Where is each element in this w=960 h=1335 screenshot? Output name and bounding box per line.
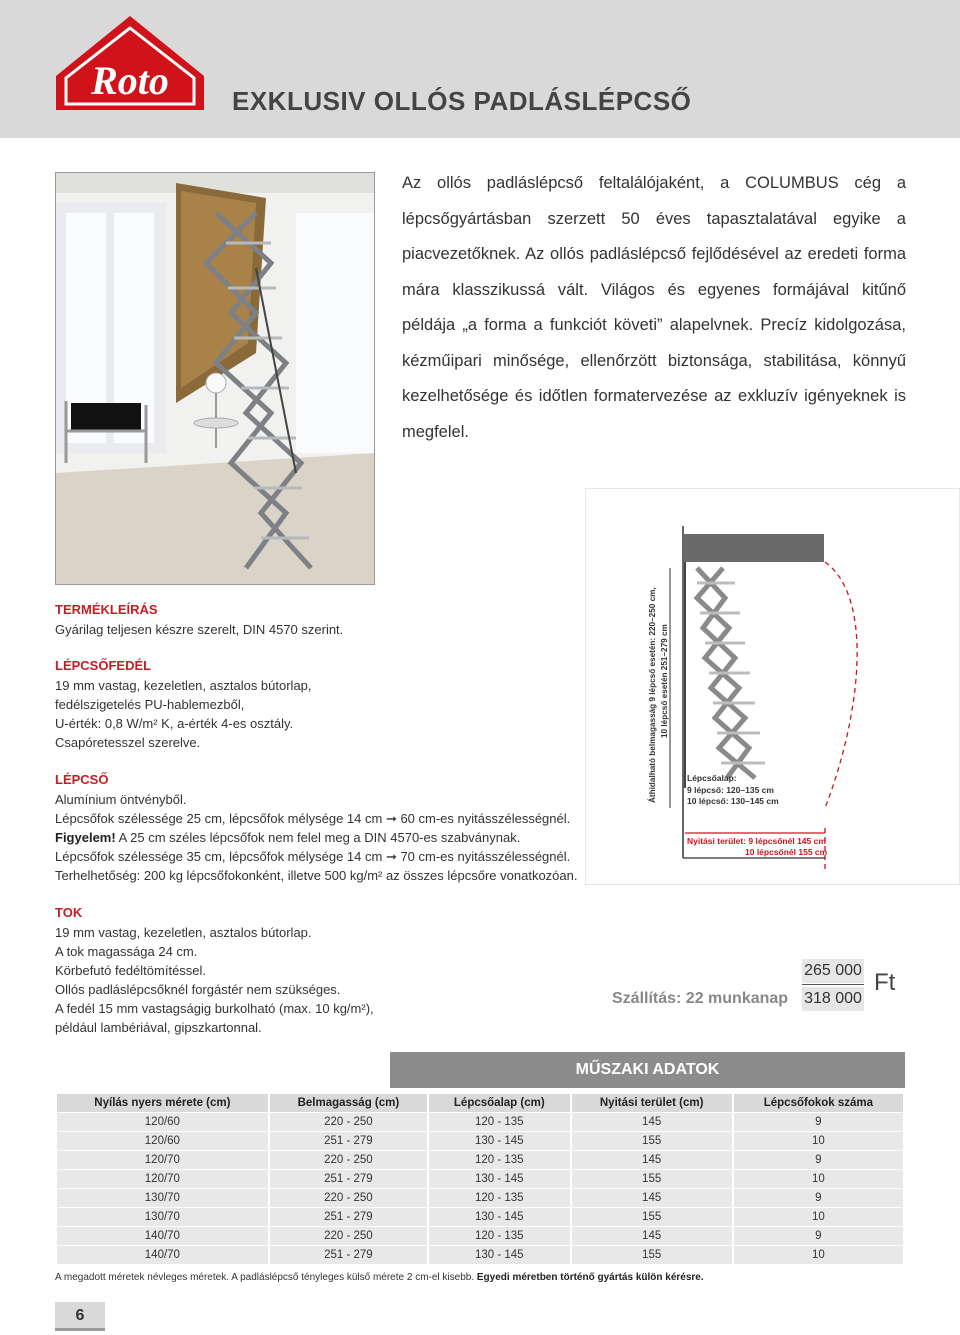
table-cell: 10 — [734, 1246, 903, 1264]
table-cell: 145 — [572, 1151, 732, 1169]
section-line: U-érték: 0,8 W/m² K, a-érték 4-es osztály. — [55, 716, 294, 731]
price-2: 318 000 — [802, 987, 864, 1011]
section-line: például lambériával, gipszkartonnal. — [55, 1020, 262, 1035]
product-photo — [55, 172, 375, 585]
section-title: TOK — [55, 905, 83, 920]
price-divider — [802, 984, 864, 985]
column-header: Lépcsőfokok száma — [734, 1094, 903, 1112]
logo-text: Roto — [91, 58, 169, 103]
section-title: LÉPCSŐ — [55, 772, 109, 787]
table-cell: 120/70 — [57, 1151, 268, 1169]
table-cell: 155 — [572, 1170, 732, 1188]
table-cell: 251 - 279 — [270, 1170, 427, 1188]
table-cell: 130/70 — [57, 1208, 268, 1226]
table-cell: 10 — [734, 1132, 903, 1150]
table-cell: 130 - 145 — [429, 1170, 569, 1188]
table-cell: 145 — [572, 1113, 732, 1131]
table-cell: 120 - 135 — [429, 1151, 569, 1169]
table-cell: 120/70 — [57, 1170, 268, 1188]
table-row — [57, 1208, 903, 1226]
open-line-2: 10 lépcsőnél 155 cm — [745, 847, 828, 857]
table-cell: 9 — [734, 1189, 903, 1207]
section-line: Lépcsőfok szélessége 25 cm, lépcsőfok mélysége 14 cm ➞ 60 cm-es nyitásszélességnél. — [55, 811, 571, 826]
warning-text: A 25 cm széles lépcsőfok nem felel meg a DIN 4570-es szabványnak. — [115, 830, 521, 845]
section-line: Ollós padláslépcsőknél forgástér nem szükséges. — [55, 982, 341, 997]
price-area — [610, 955, 910, 1025]
footnote-bold: Egyedi méretben történő gyártás külön kérésre. — [476, 1272, 704, 1283]
section-line: fedélszigetelés PU-hablemezből, — [55, 697, 245, 712]
column-header: Nyílás nyers mérete (cm) — [57, 1094, 268, 1112]
table-cell: 145 — [572, 1227, 732, 1245]
table-cell: 10 — [734, 1170, 903, 1188]
table-row — [57, 1246, 903, 1264]
table-cell: 145 — [572, 1189, 732, 1207]
table-cell: 251 - 279 — [270, 1246, 427, 1264]
section-line: Csapóretesszel szerelve. — [55, 735, 201, 750]
section-line: A tok magassága 24 cm. — [55, 944, 198, 959]
open-line-1: Nyitási terület: 9 lépcsőnél 145 cm — [687, 836, 826, 846]
section-lepcso — [55, 770, 595, 885]
table-cell: 120 - 135 — [429, 1113, 569, 1131]
section-lepcsofedel — [55, 656, 575, 752]
table-cell: 9 — [734, 1113, 903, 1131]
table-cell: 220 - 250 — [270, 1189, 427, 1207]
price-1: 265 000 — [802, 959, 864, 983]
table-row — [57, 1170, 903, 1188]
page-header — [0, 0, 960, 138]
table-cell: 10 — [734, 1208, 903, 1226]
shipping-label: Szállítás: 22 munkanap — [612, 990, 789, 1007]
table-cell: 155 — [572, 1246, 732, 1264]
dimension-diagram — [585, 488, 960, 885]
table-cell: 130/70 — [57, 1189, 268, 1207]
section-termekleiras — [55, 600, 575, 639]
section-line: Körbefutó fedéltömítéssel. — [55, 963, 207, 978]
intro-text: Az ollós padláslépcső feltalálójaként, a COLUMBUS cég a lépcsőgyártásban szerzett 50 éves tapasztalatával egyike a piacvezetőknek. Az ollós padláslépcső fejlődésével az eredeti forma mára klasszikussá vált. Világos és egyenes formájával kitűnő példája „a forma a funkciót követi” alapelvnek. Precíz kidolgozása, kézműipari minősége, ellenőrzött biztonsága, stabilitása, könnyű kezelhetősége és időtlen formatervezése az exkluzív igényeknek is megfelel. — [402, 174, 906, 441]
section-line: Gyárilag teljesen készre szerelt, DIN 4570 szerint. — [55, 622, 344, 637]
vertical-label-1: Áthidalható belmagasság 9 lépcső esetén: 220–250 cm, — [648, 587, 657, 803]
roto-logo — [54, 14, 206, 112]
table-cell: 140/70 — [57, 1246, 268, 1264]
table-header-row — [57, 1094, 903, 1112]
section-line: 19 mm vastag, kezeletlen, asztalos bútorlap, — [55, 678, 312, 693]
section-title: TERMÉKLEÍRÁS — [55, 602, 158, 617]
table-cell: 120 - 135 — [429, 1227, 569, 1245]
tech-data-table — [55, 1093, 905, 1265]
section-line: Lépcsőfok szélessége 35 cm, lépcsőfok mélysége 14 cm ➞ 70 cm-es nyitásszélességnél. — [55, 849, 571, 864]
section-line: Terhelhetőség: 200 kg lépcsőfokonként, illetve 500 kg/m² az összes lépcsőre vonatkozóan. — [55, 868, 578, 883]
table-row — [57, 1132, 903, 1150]
table-cell: 9 — [734, 1151, 903, 1169]
section-title: LÉPCSŐFEDÉL — [55, 658, 152, 673]
section-tok — [55, 903, 415, 1037]
table-row — [57, 1189, 903, 1207]
section-line: A fedél 15 mm vastagságig burkolható (max. 10 kg/m²), — [55, 1001, 374, 1016]
table-row — [57, 1151, 903, 1169]
column-header: Lépcsőalap (cm) — [429, 1094, 569, 1112]
table-cell: 220 - 250 — [270, 1227, 427, 1245]
warning-line — [55, 828, 595, 847]
table-cell: 130 - 145 — [429, 1208, 569, 1226]
table-cell: 155 — [572, 1208, 732, 1226]
footnote — [55, 1272, 704, 1283]
section-line: Alumínium öntvényből. — [55, 792, 187, 807]
page-number: 6 — [55, 1302, 105, 1331]
table-cell: 220 - 250 — [270, 1151, 427, 1169]
table-cell: 251 - 279 — [270, 1132, 427, 1150]
column-header: Nyitási terület (cm) — [572, 1094, 732, 1112]
warning-label: Figyelem! — [55, 830, 116, 845]
column-header: Belmagasság (cm) — [270, 1094, 427, 1112]
vertical-label-2: 10 lépcső esetén 251–279 cm — [660, 624, 669, 738]
base-title: Lépcsőalap: — [687, 773, 737, 783]
table-row — [57, 1113, 903, 1131]
table-cell: 9 — [734, 1227, 903, 1245]
section-line: 19 mm vastag, kezeletlen, asztalos bútorlap. — [55, 925, 312, 940]
table-cell: 120/60 — [57, 1113, 268, 1131]
page-title: EXKLUSIV OLLÓS PADLÁSLÉPCSŐ — [232, 86, 692, 116]
table-cell: 130 - 145 — [429, 1246, 569, 1264]
tech-data-title: MŰSZAKI ADATOK — [390, 1052, 905, 1088]
table-cell: 220 - 250 — [270, 1113, 427, 1131]
table-cell: 120 - 135 — [429, 1189, 569, 1207]
table-row — [57, 1227, 903, 1245]
table-cell: 130 - 145 — [429, 1132, 569, 1150]
table-cell: 140/70 — [57, 1227, 268, 1245]
base-line-1: 9 lépcső: 120–135 cm — [687, 785, 774, 795]
table-cell: 155 — [572, 1132, 732, 1150]
table-cell: 120/60 — [57, 1132, 268, 1150]
table-cell: 251 - 279 — [270, 1208, 427, 1226]
footnote-text: A megadott méretek névleges méretek. A padláslépcső tényleges külső mérete 2 cm-el kisebb. — [55, 1272, 477, 1283]
base-line-2: 10 lépcső: 130–145 cm — [687, 796, 779, 806]
currency-label: Ft — [874, 969, 896, 996]
